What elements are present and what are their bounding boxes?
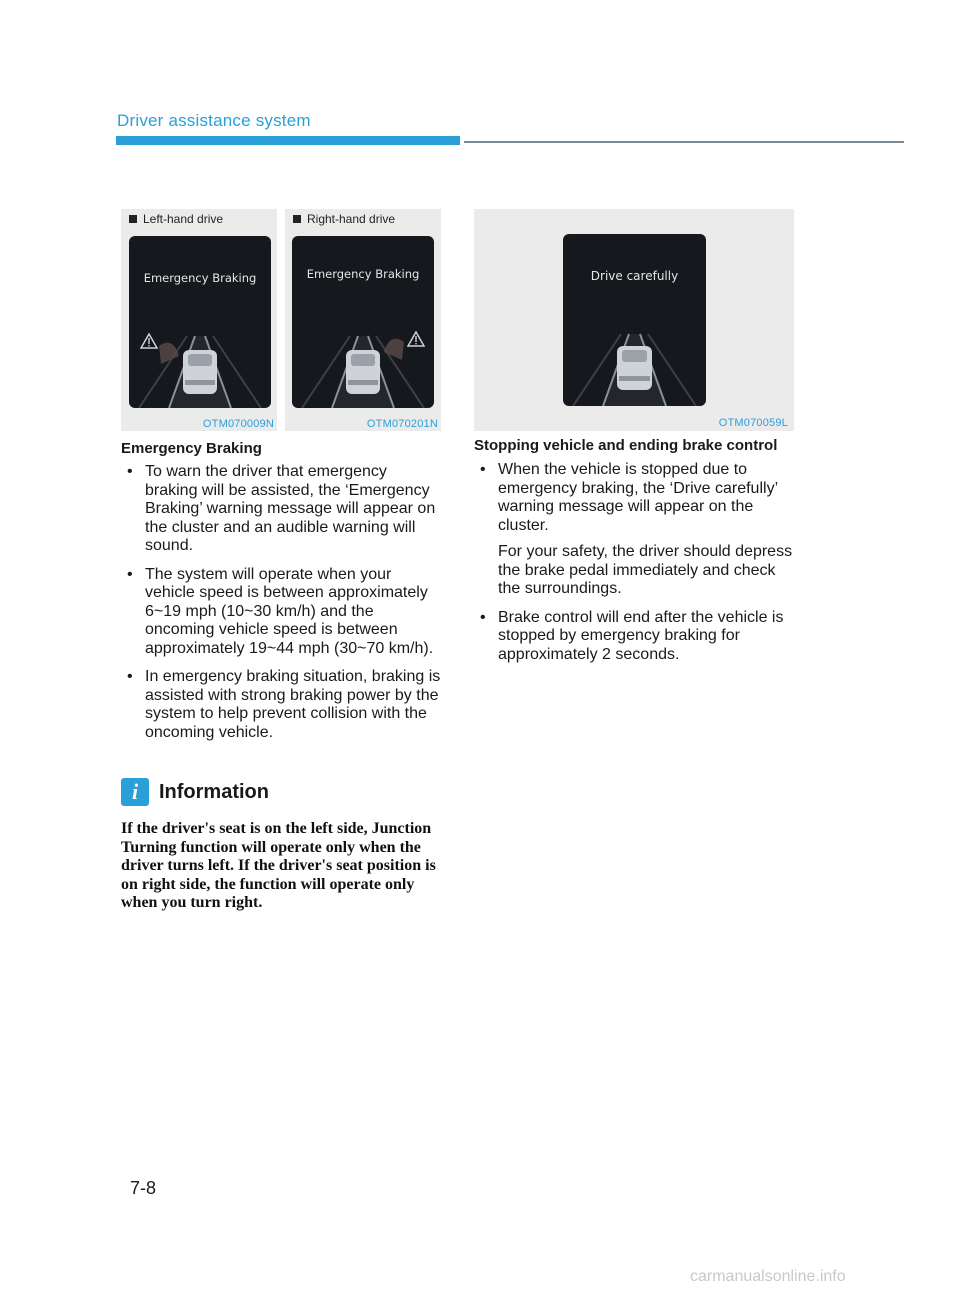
info-icon: i [121, 778, 149, 806]
list-item: • When the vehicle is stopped due to emergency braking, the ‘Drive carefully’ warning message will appear on the cluster. For your safety, the driver should depress the brake pedal immediately and check the surroundings. [480, 461, 793, 597]
bullet-dot: • [480, 461, 486, 478]
figure-label: Right-hand drive [307, 212, 396, 226]
bullet-list-right [474, 461, 799, 674]
figure-right-hand-drive [285, 209, 441, 431]
bullet-list-left [121, 463, 443, 752]
square-bullet-icon [293, 215, 301, 223]
figure-code: OTM070009N [202, 418, 274, 430]
square-bullet-icon [129, 215, 137, 223]
screen-message: Drive carefully [590, 269, 679, 283]
bullet-dot: • [127, 668, 133, 685]
list-item: • The system will operate when your vehicle speed is between approximately 6~19 mph (10~30 km/h) and the oncoming vehicle speed is between approximately 19~44 mph (30~70 km/h). [127, 565, 434, 657]
screen-message: Emergency Braking [143, 271, 257, 285]
cluster-screen [292, 236, 434, 408]
figure-left-hand-drive [121, 209, 277, 431]
list-item: • To warn the driver that emergency braking will be assisted, the ‘Emergency Braking’ warning message will appear on the cluster and an audible warning will sound. [127, 463, 436, 554]
information-heading [121, 778, 269, 806]
header-accent-bar [116, 136, 460, 145]
figure-code: OTM070201N [366, 418, 438, 430]
information-body: If the driver's seat is on the left side, Junction Turning function will operate only when the driver turns left. If the driver's seat position is on right side, the function will operate only when you turn right. [121, 820, 436, 911]
bullet-dot: • [127, 463, 133, 480]
list-item: • Brake control will end after the vehicle is stopped by emergency braking for approximately 2 seconds. [480, 608, 784, 663]
caption-stopping-vehicle: Stopping vehicle and ending brake control [474, 437, 778, 454]
figure-label: Left-hand drive [143, 212, 224, 226]
figure-drive-carefully [474, 209, 794, 431]
watermark: carmanualsonline.info [690, 1268, 846, 1285]
bullet-dot: • [480, 608, 486, 626]
page-number: 7-8 [130, 1178, 157, 1198]
screen-message: Emergency Braking [306, 267, 420, 281]
cluster-screen [129, 236, 271, 408]
list-item: • In emergency braking situation, braking is assisted with strong braking power by the system to help prevent collision with the oncoming vehicle. [127, 668, 441, 741]
caption-emergency-braking: Emergency Braking [121, 440, 262, 457]
figure-code: OTM070059L [718, 417, 788, 429]
information-title: Information [159, 780, 269, 803]
cluster-screen [563, 234, 706, 406]
section-title: Driver assistance system [117, 111, 311, 130]
header-rule [464, 141, 904, 143]
bullet-dot: • [127, 565, 133, 583]
